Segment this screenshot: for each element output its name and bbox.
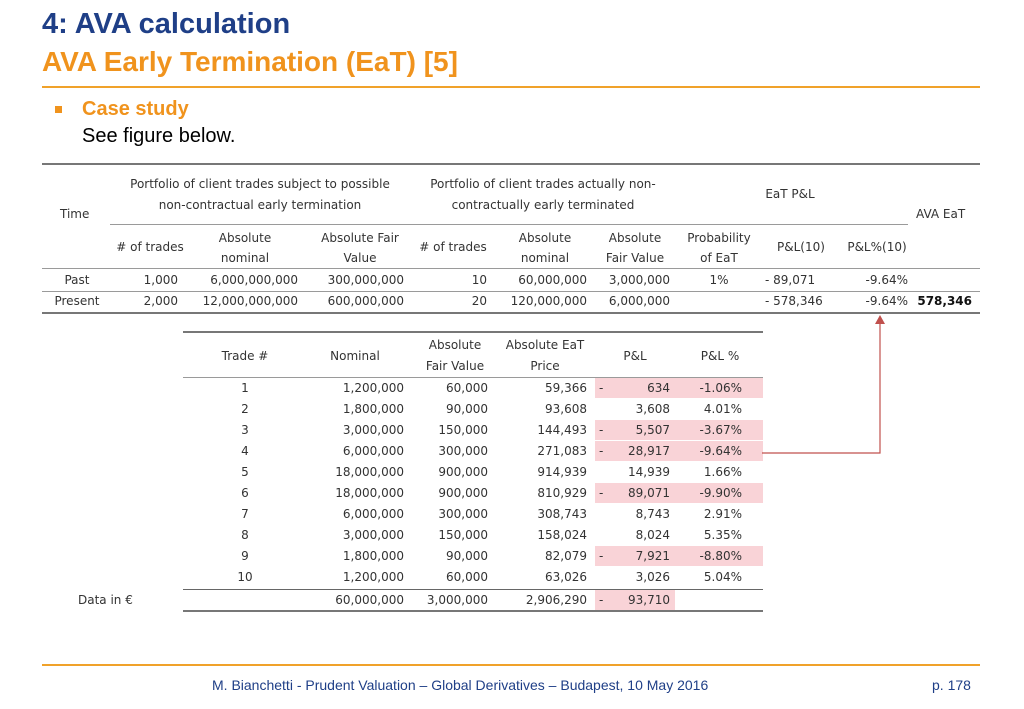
cell-trade-num: 10: [237, 570, 253, 584]
cell-eat-price: 63,026: [545, 570, 587, 584]
total-pl: 93,710: [628, 593, 670, 607]
cell-pl-pct: 2.91%: [703, 507, 742, 521]
cell-fair-value: 900,000: [438, 465, 488, 479]
col-abs-nominal2-2: nominal: [520, 251, 570, 265]
row-prob: 1%: [709, 273, 729, 287]
col-abs-nominal2-1: Absolute: [518, 231, 572, 245]
group3-header: EaT P&L: [765, 187, 815, 201]
row-plpct: -9.64%: [865, 273, 908, 287]
cell-nominal: 1,200,000: [342, 570, 404, 584]
cell-pl-pct: 5.04%: [703, 570, 742, 584]
cell-pl-pct: -9.64%: [699, 444, 742, 458]
total-label: Data in €: [78, 593, 133, 607]
cell-neg-sign: -: [599, 423, 604, 437]
cell-trade-num: 7: [241, 507, 249, 521]
cell-trade-num: 2: [241, 402, 249, 416]
cell-nominal: 18,000,000: [335, 465, 404, 479]
cell-pl-pct: -9.90%: [699, 486, 742, 500]
cell-pl-pct: -3.67%: [699, 423, 742, 437]
time-header: Time: [60, 207, 90, 221]
row-plpct: -9.64%: [865, 294, 908, 308]
row-fv2: 3,000,000: [608, 273, 670, 287]
col-eat-price-1: Absolute EaT: [505, 338, 585, 352]
col-trades2: # of trades: [419, 240, 487, 254]
ava-eat-header: AVA EaT: [916, 207, 966, 221]
total-eat-price: 2,906,290: [525, 593, 587, 607]
total-nominal: 60,000,000: [335, 593, 404, 607]
cell-eat-price: 810,929: [537, 486, 587, 500]
row-fv: 300,000,000: [327, 273, 404, 287]
cell-pl-pct: -1.06%: [699, 381, 742, 395]
col-abs-fv2-2: Fair Value: [605, 251, 665, 265]
cell-eat-price: 82,079: [545, 549, 587, 563]
cell-pl-pct: 4.01%: [703, 402, 742, 416]
cell-eat-price: 271,083: [537, 444, 587, 458]
cell-trade-num: 4: [241, 444, 249, 458]
cell-nominal: 3,000,000: [342, 423, 404, 437]
cell-pl-pct: 1.66%: [703, 465, 742, 479]
case-study-title: Case study: [82, 98, 189, 120]
cell-neg-sign: -: [599, 486, 604, 500]
col-trades: # of trades: [116, 240, 184, 254]
cell-pl: 28,917: [628, 444, 670, 458]
cell-fair-value: 60,000: [446, 570, 488, 584]
cell-pl: 8,743: [635, 507, 670, 521]
row-trades: 1,000: [143, 273, 178, 287]
cell-pl: 3,026: [635, 570, 670, 584]
page-number: p. 178: [932, 677, 971, 693]
col-pl: P&L: [623, 349, 647, 363]
row-nominal: 6,000,000,000: [210, 273, 298, 287]
cell-nominal: 18,000,000: [335, 486, 404, 500]
cell-neg-sign: -: [599, 381, 604, 395]
cell-trade-num: 6: [241, 486, 249, 500]
col-abs-fv-1: Absolute Fair: [321, 231, 399, 245]
row-time: Past: [64, 273, 90, 287]
col-plpct: P&L %: [700, 349, 740, 363]
row-trades2: 10: [471, 273, 487, 287]
row-trades2: 20: [471, 294, 487, 308]
col-abs-fv2-1: Absolute: [608, 231, 662, 245]
col-pl10: P&L(10): [777, 240, 825, 254]
col-plpct10: P&L%(10): [847, 240, 907, 254]
cell-trade-num: 8: [241, 528, 249, 542]
col-fv-2: Fair Value: [425, 359, 485, 373]
slide-subtitle: AVA Early Termination (EaT) [5]: [42, 46, 458, 77]
row-pl: - 89,071: [765, 273, 816, 287]
cell-nominal: 6,000,000: [342, 507, 404, 521]
cell-trade-num: 1: [241, 381, 249, 395]
col-fv-1: Absolute: [428, 338, 482, 352]
cell-fair-value: 300,000: [438, 444, 488, 458]
cell-pl-pct: -8.80%: [699, 549, 742, 563]
cell-pl-pct: 5.35%: [703, 528, 742, 542]
cell-trade-num: 3: [241, 423, 249, 437]
cell-nominal: 1,800,000: [342, 549, 404, 563]
cell-fair-value: 900,000: [438, 486, 488, 500]
cell-pl: 7,921: [635, 549, 670, 563]
row-nominal2: 60,000,000: [518, 273, 587, 287]
cell-nominal: 3,000,000: [342, 528, 404, 542]
total-fv: 3,000,000: [426, 593, 488, 607]
cell-eat-price: 158,024: [537, 528, 587, 542]
group2-header-line1: Portfolio of client trades actually non-: [430, 177, 656, 191]
cell-neg-sign: -: [599, 549, 604, 563]
row-fv: 600,000,000: [327, 294, 404, 308]
cell-trade-num: 5: [241, 465, 249, 479]
row-nominal2: 120,000,000: [510, 294, 587, 308]
cell-pl: 634: [647, 381, 670, 395]
cell-pl: 8,024: [635, 528, 670, 542]
total-neg-sign: -: [599, 593, 604, 607]
cell-trade-num: 9: [241, 549, 249, 563]
ava-eat-value: 578,346: [917, 294, 972, 308]
row-pl: - 578,346: [765, 294, 823, 308]
cell-pl: 3,608: [635, 402, 670, 416]
cell-fair-value: 300,000: [438, 507, 488, 521]
cell-pl: 14,939: [628, 465, 670, 479]
group1-header-line1: Portfolio of client trades subject to possible: [130, 177, 390, 191]
col-eat-price-2: Price: [530, 359, 560, 373]
cell-eat-price: 308,743: [537, 507, 587, 521]
cell-nominal: 6,000,000: [342, 444, 404, 458]
footer-text: M. Bianchetti - Prudent Valuation – Global Derivatives – Budapest, 10 May 2016: [212, 677, 709, 693]
cell-fair-value: 150,000: [438, 528, 488, 542]
cell-pl: 89,071: [628, 486, 670, 500]
slide-title: 4: AVA calculation: [42, 8, 291, 40]
col-abs-fv-2: Value: [343, 251, 377, 265]
col-probability-2: of EaT: [700, 251, 738, 265]
col-nominal: Nominal: [330, 349, 380, 363]
cell-fair-value: 90,000: [446, 402, 488, 416]
cell-eat-price: 914,939: [537, 465, 587, 479]
row-time: Present: [54, 294, 100, 308]
row-fv2: 6,000,000: [608, 294, 670, 308]
cell-fair-value: 60,000: [446, 381, 488, 395]
cell-eat-price: 59,366: [545, 381, 587, 395]
cell-nominal: 1,200,000: [342, 381, 404, 395]
cell-fair-value: 90,000: [446, 549, 488, 563]
footer-divider: [42, 664, 980, 666]
row-trades: 2,000: [143, 294, 178, 308]
cell-nominal: 1,800,000: [342, 402, 404, 416]
col-abs-nominal-1: Absolute: [218, 231, 272, 245]
col-trade-num: Trade #: [221, 349, 269, 363]
case-study-text: See figure below.: [82, 125, 236, 147]
cell-eat-price: 144,493: [537, 423, 587, 437]
col-probability-1: Probability: [687, 231, 751, 245]
group1-header-line2: non-contractual early termination: [158, 198, 362, 212]
col-abs-nominal-2: nominal: [220, 251, 270, 265]
cell-neg-sign: -: [599, 444, 604, 458]
cell-pl: 5,507: [635, 423, 670, 437]
cell-eat-price: 93,608: [545, 402, 587, 416]
cell-fair-value: 150,000: [438, 423, 488, 437]
group2-header-line2: contractually early terminated: [451, 198, 635, 212]
row-nominal: 12,000,000,000: [202, 294, 298, 308]
